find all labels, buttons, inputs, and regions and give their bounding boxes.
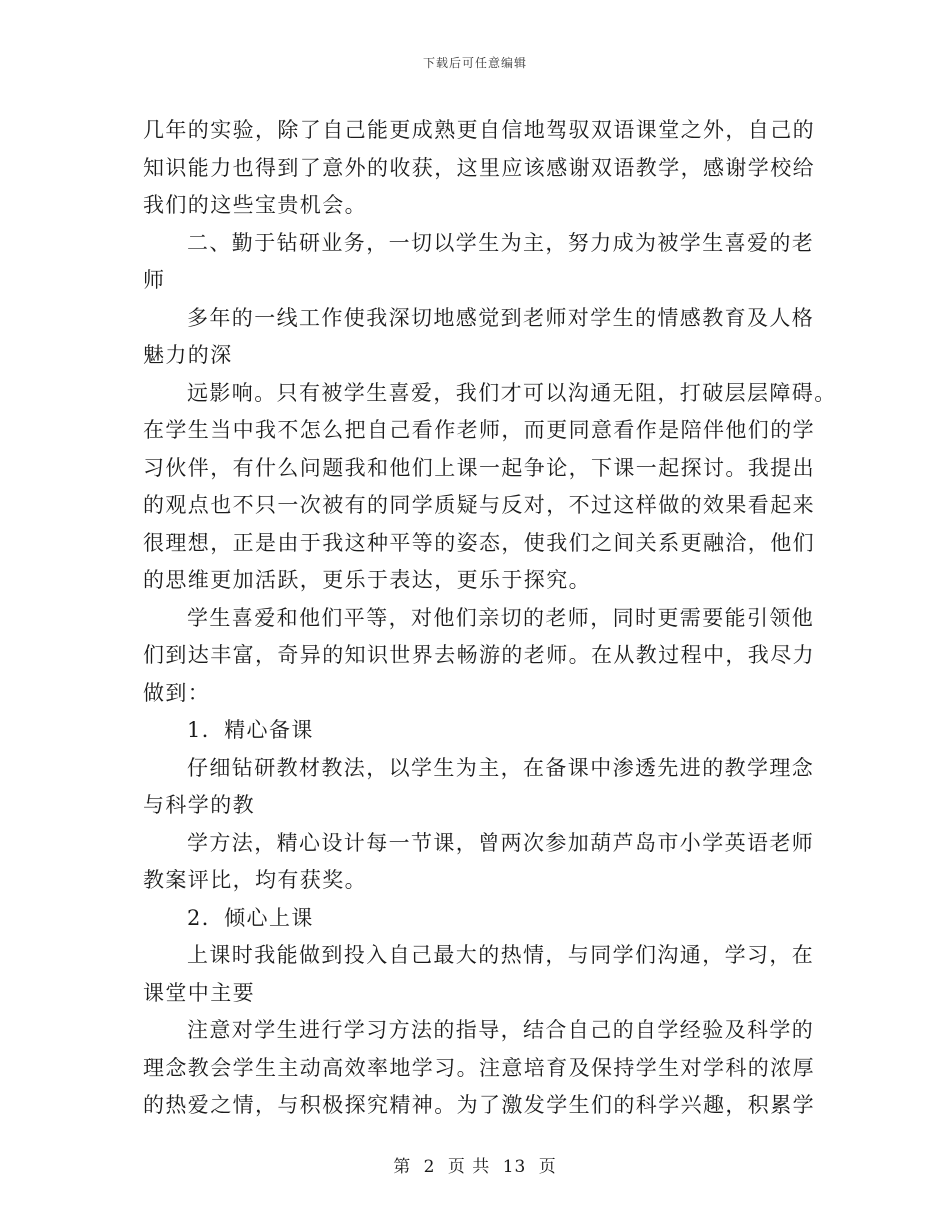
text-line: 在学生当中我不怎么把自己看作老师，而更同意看作是陪伴他们的学 xyxy=(143,418,815,442)
text-line: 们到达丰富，奇异的知识世界去畅游的老师。在从教过程中，我尽力 xyxy=(143,643,815,667)
text-line: 的思维更加活跃，更乐于表达，更乐于探究。 xyxy=(143,568,591,592)
document-body xyxy=(143,112,837,1125)
section-heading-continued: 师 xyxy=(143,268,166,292)
text-line: 习伙伴，有什么问题我和他们上课一起争论，下课一起探讨。我提出 xyxy=(143,455,815,480)
text-line: 做到： xyxy=(143,680,211,705)
text-line: 学生喜爱和他们平等，对他们亲切的老师，同时更需要能引领他 xyxy=(187,605,815,630)
text-line: 我们的这些宝贵机会。 xyxy=(143,193,367,217)
text-line: 理念教会学生主动高效率地学习。注意培育及保持学生对学科的浓厚 xyxy=(143,1055,815,1080)
text-line: 魅力的深 xyxy=(143,343,233,367)
text-line: 课堂中主要 xyxy=(143,980,255,1005)
page-footer xyxy=(0,1152,950,1177)
section-heading: 二、勤于钻研业务，一切以学生为主，努力成为被学生喜爱的老 xyxy=(187,230,815,255)
text-line: 学方法，精心设计每一节课，曾两次参加葫芦岛市小学英语老师 xyxy=(187,830,815,855)
footer-middle: 页 共 xyxy=(447,1157,491,1177)
text-line: 几年的实验，除了自己能更成熟更自信地驾驭双语课堂之外，自己的 xyxy=(143,118,815,142)
current-page-number: 2 xyxy=(423,1157,436,1177)
footer-suffix: 页 xyxy=(538,1157,557,1177)
text-line: 注意对学生进行学习方法的指导，结合自己的自学经验及科学的 xyxy=(187,1018,815,1042)
text-line: 的观点也不只一次被有的同学质疑与反对，不过这样做的效果看起来 xyxy=(143,493,815,517)
text-line: 远影响。只有被学生喜爱，我们才可以沟通无阻，打破层层障碍。 xyxy=(187,380,837,405)
text-line: 的热爱之情，与积极探究精神。为了激发学生们的科学兴趣，积累学 xyxy=(143,1093,815,1117)
header-note: 下载后可任意编辑 xyxy=(422,56,527,70)
text-line: 知识能力也得到了意外的收获，这里应该感谢双语教学，感谢学校给 xyxy=(143,155,815,180)
total-page-count: 13 xyxy=(502,1157,527,1177)
text-line: 与科学的教 xyxy=(143,793,255,817)
text-line: 很理想，正是由于我这种平等的姿态，使我们之间关系更融洽，他们 xyxy=(143,530,815,555)
text-line: 上课时我能做到投入自己最大的热情，与同学们沟通，学习，在 xyxy=(187,943,815,967)
text-line: 教案评比，均有获奖。 xyxy=(143,868,367,892)
subsection-heading: 2．倾心上课 xyxy=(187,905,314,930)
text-line: 仔细钻研教材教法，以学生为主，在备课中渗透先进的教学理念 xyxy=(187,755,815,780)
footer-prefix: 第 xyxy=(393,1157,412,1177)
subsection-heading: 1．精心备课 xyxy=(187,718,314,742)
text-line: 多年的一线工作使我深切地感觉到老师对学生的情感教育及人格 xyxy=(187,305,815,330)
